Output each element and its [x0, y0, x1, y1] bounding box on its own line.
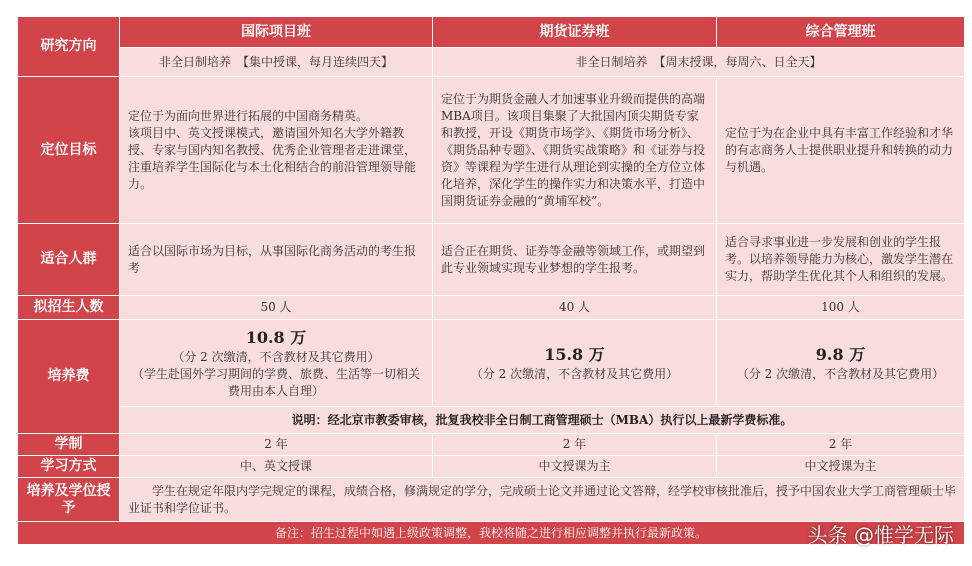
audience-international: 适合以国际市场为目标，从事国际化商务活动的考生报考: [120, 224, 433, 296]
positioning-international-intro: 定位于为面向世界进行拓展的中国商务精英。: [128, 108, 369, 123]
positioning-row: [18, 77, 965, 224]
positioning-management: 定位于为在企业中具有丰富工作经验和才华的有志商务人士提供职业提升和转换的动力与机遇。: [717, 77, 965, 224]
fees-label: 培养费: [18, 320, 120, 434]
fee-extra-international: （学生赴国外学习期间的学费、旅费、生活等一切相关费用由本人自理）: [131, 366, 420, 398]
format-row: [18, 48, 965, 77]
fees-futures: [433, 320, 717, 407]
mode-management: 中文授课为主: [717, 456, 965, 478]
positioning-international-detail: 该项目中、英文授课模式，邀请国外知名大学外籍教授、专家与国内知名教授、优秀企业管理者走进课堂，注重培养学生国际化与本土化相结合的前沿管理领导能力。: [128, 125, 417, 191]
positioning-international: [120, 77, 433, 224]
program-table: [17, 16, 965, 545]
watermark-text: 头条 @惟学无际: [807, 523, 954, 547]
fee-terms-international: （分 2 次缴清，不含教材及其它费用）: [172, 349, 380, 364]
positioning-label: 定位目标: [18, 77, 120, 224]
header-corner: 研究方向: [18, 17, 120, 77]
fees-international: [120, 320, 433, 407]
mode-international: 中、英文授课: [120, 456, 433, 478]
audience-futures: 适合正在期货、证券等金融等领域工作，或期望到此专业领域实现专业梦想的学生报考。: [433, 224, 717, 296]
duration-row: [18, 434, 965, 456]
enrollment-international: 50 人: [120, 296, 433, 320]
fees-note: 说明：经北京市教委审核，批复我校非全日制工商管理硕士（MBA）执行以上最新学费标准。: [120, 407, 965, 434]
duration-label: 学制: [18, 434, 120, 456]
enrollment-label: 拟招生人数: [18, 296, 120, 320]
fees-row: [18, 320, 965, 407]
mode-row: [18, 456, 965, 478]
mode-label: 学习方式: [18, 456, 120, 478]
fee-amount-futures: 15.8 万: [544, 344, 605, 364]
duration-management: 2 年: [717, 434, 965, 456]
header-management: 综合管理班: [717, 17, 965, 48]
audience-management: 适合寻求事业进一步发展和创业的学生报考。以培养领导能力为核心，激发学生潜在实力，帮助学生优化其个人和组织的发展。: [717, 224, 965, 296]
fees-management: [717, 320, 965, 407]
positioning-futures: 定位于为期货金融人才加速事业升级而提供的高端MBA项目。该项目集聚了大批国内顶尖期货专家和教授，开设《期货市场学》、《期货市场分析》、《期货品种专题》、《期货实战策略》和《证券与投资》等课程为学生进行从理论到实操的全方位立体化培养，深化学生的操作实力和决策水平，打造中国期货证券金融的“黄埔军校”。: [433, 77, 717, 224]
mode-futures: 中文授课为主: [433, 456, 717, 478]
enrollment-management: 100 人: [717, 296, 965, 320]
degree-label: 培养及学位授予: [18, 478, 120, 522]
format-international: 非全日制培养 【集中授课，每月连续四天】: [120, 48, 433, 77]
audience-label: 适合人群: [18, 224, 120, 296]
audience-row: [18, 224, 965, 296]
degree-row: [18, 478, 965, 522]
fees-note-row: [18, 407, 965, 434]
footer-note: 备注：招生过程中如遇上级政策调整，我校将随之进行相应调整并执行最新政策。: [18, 522, 965, 545]
watermark: [808, 519, 954, 548]
fee-amount-international: 10.8 万: [245, 327, 307, 347]
fee-terms-futures: （分 2 次缴清，不含教材及其它费用）: [470, 366, 679, 381]
duration-futures: 2 年: [433, 434, 717, 456]
degree-text: 学生在规定年限内学完规定的课程，成绩合格，修满规定的学分，完成硕士论文并通过论文答辩，经学校审核批准后，授予中国农业大学工商管理硕士毕业证书和学位证书。: [120, 478, 965, 522]
enrollment-futures: 40 人: [433, 296, 717, 320]
header-international: 国际项目班: [120, 17, 433, 48]
fee-terms-management: （分 2 次缴清，不含教材及其它费用）: [736, 366, 945, 381]
header-futures: 期货证券班: [433, 17, 717, 48]
fee-amount-management: 9.8 万: [815, 344, 866, 364]
format-weekend: 非全日制培养 【周末授课，每周六、日全天】: [433, 48, 965, 77]
header-row: [18, 17, 965, 48]
duration-international: 2 年: [120, 434, 433, 456]
enrollment-row: [18, 296, 965, 320]
